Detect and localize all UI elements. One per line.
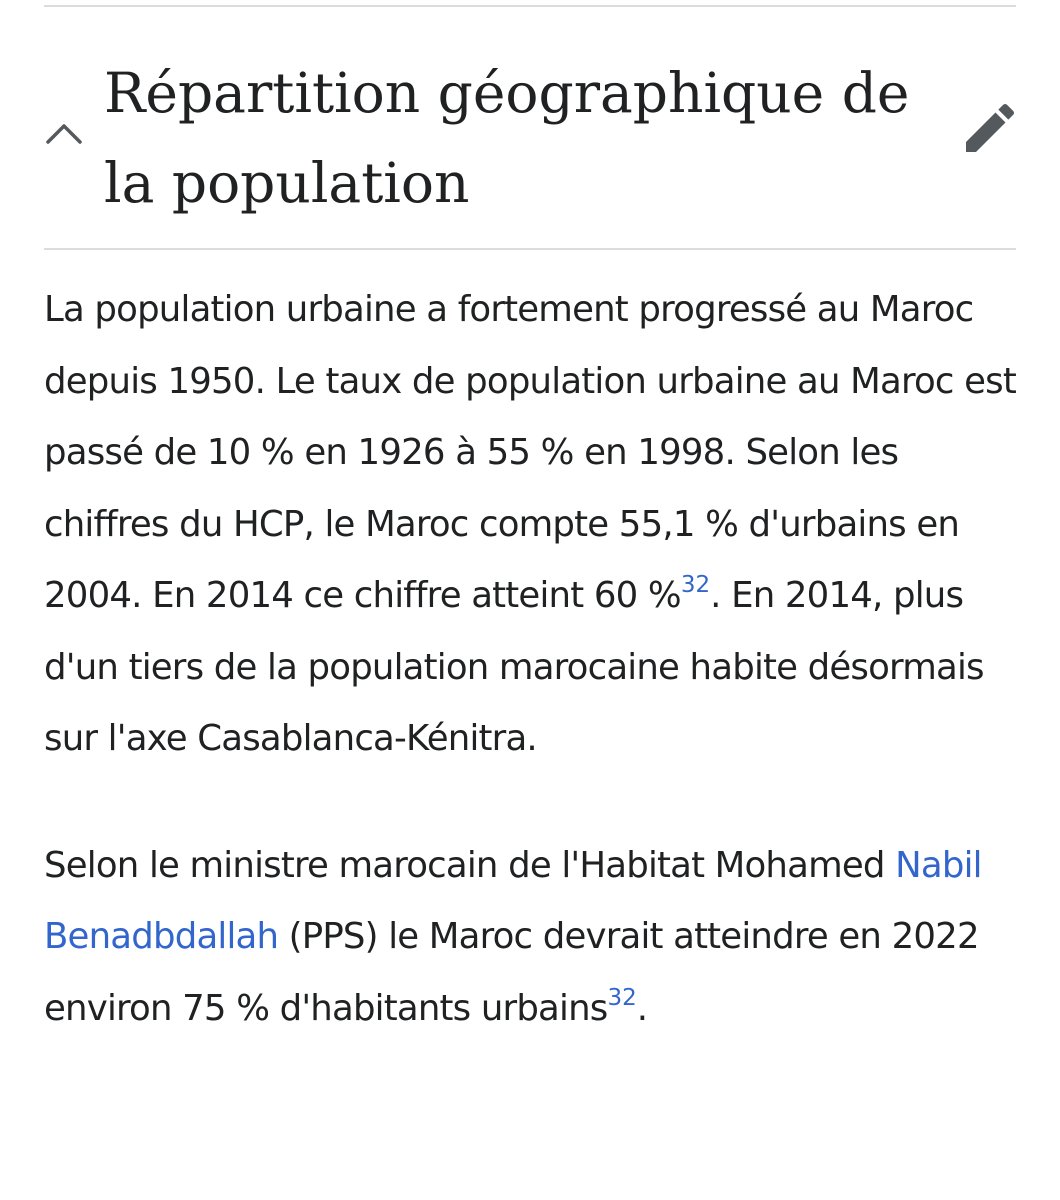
paragraph-urban-population xyxy=(44,274,1029,775)
section-divider xyxy=(44,248,1016,250)
section-content xyxy=(44,274,1029,1044)
paragraph-end: . xyxy=(636,987,648,1029)
link-nabil-benadbdallah[interactable]: Nabil Benadbdallah xyxy=(44,844,982,957)
reference-number[interactable]: 32 xyxy=(680,572,711,598)
chevron-up-icon xyxy=(44,112,88,156)
paragraph-text: La population urbaine a fortement progressé au Maroc depuis 1950. Le taux de population urbaine au Maroc est passé de 10 % en 1926 à 55 % en 1998. Selon les chiffres du HCP, le Maroc compte 55,1 % d'urbains en 2004. En 2014 ce chiffre atteint 60 % xyxy=(44,289,1016,616)
reference-link[interactable] xyxy=(607,985,636,1011)
paragraph-text: (PPS) le Maroc devrait atteindre en 2022 environ 75 % d'habitants urbains xyxy=(44,916,979,1029)
paragraph-text: Selon le ministre marocain de l'Habitat Mohamed xyxy=(44,844,896,886)
edit-section-button[interactable] xyxy=(958,96,1022,160)
section-header xyxy=(0,40,1060,220)
top-divider xyxy=(44,5,1016,7)
reference-number[interactable]: 32 xyxy=(607,984,637,1011)
paragraph-minister-forecast xyxy=(44,830,1029,1045)
pencil-icon xyxy=(958,96,1022,160)
paragraph-text: . En 2014, plus d'un tiers de la population marocaine habite désormais sur l'axe Casablanca-Kénitra. xyxy=(44,575,984,759)
reference-link[interactable] xyxy=(681,572,710,598)
section-collapse-toggle[interactable] xyxy=(44,112,88,156)
section-title: Répartition géographique de la population xyxy=(104,61,910,215)
